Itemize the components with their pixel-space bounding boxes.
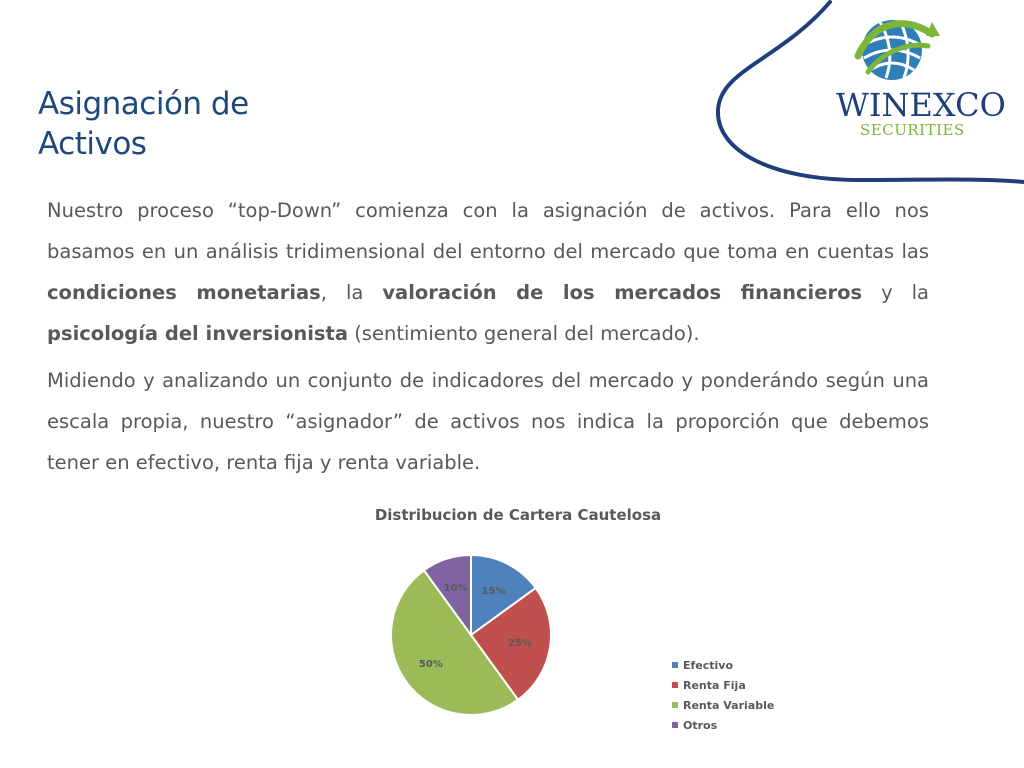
paragraph-2: Midiendo y analizando un conjunto de indicadores del mercado y ponderándo según una escala propia, nuestro “asignador” de activos nos indica la proporción que debemos tener en efectivo, renta fija y renta variable. [47, 369, 929, 474]
legend-label-otros: Otros [683, 719, 718, 732]
bold-valoracion-mercados: valoración de los mercados financieros [382, 281, 863, 304]
legend-swatch-renta-fija [672, 682, 678, 688]
paragraph-1 [47, 190, 929, 354]
globe-arrow-icon [858, 20, 940, 80]
legend-label-renta-fija: Renta Fija [683, 679, 746, 692]
slide-title [38, 84, 338, 164]
body-text [47, 190, 929, 489]
legend-swatch-otros [672, 722, 678, 728]
legend-label-efectivo: Efectivo [683, 659, 734, 672]
logo-tagline: SECURITIES [860, 121, 965, 139]
paragraph-1-part-3: y la [862, 281, 929, 304]
pie-label-renta-variable: 50% [418, 659, 443, 671]
logo-name: WINEXCO [836, 86, 1006, 124]
pie-label-efectivo: 15% [481, 585, 506, 597]
legend-item-otros [672, 716, 774, 736]
slide-title-line-1: Asignación de [38, 86, 249, 122]
legend-item-renta-fija [672, 676, 774, 696]
pie-label-otros: 10% [443, 582, 468, 594]
legend-item-efectivo [672, 656, 774, 676]
legend-label-renta-variable: Renta Variable [683, 699, 775, 712]
chart-legend [672, 656, 774, 736]
bold-condiciones-monetarias: condiciones monetarias [47, 281, 321, 304]
pie-label-renta-fija: 25% [508, 637, 532, 649]
legend-item-renta-variable [672, 696, 774, 716]
paragraph-1-part-4: (sentimiento general del mercado). [348, 322, 700, 345]
pie-chart [386, 550, 556, 720]
paragraph-1-part-2: , la [320, 281, 383, 304]
chart-title: Distribucion de Cartera Cautelosa [374, 506, 662, 524]
bold-psicologia-inversionista: psicología del inversionista [47, 322, 348, 345]
paragraph-1-part-1: Nuestro proceso “top-Down” comienza con la asignación de activos. Para ello nos basamos en un análisis tridimensional del entorno del mercado que toma en cuentas las [47, 199, 929, 263]
legend-swatch-renta-variable [672, 702, 678, 708]
slide-title-line-2: Activos [38, 126, 147, 162]
legend-swatch-efectivo [672, 662, 678, 668]
